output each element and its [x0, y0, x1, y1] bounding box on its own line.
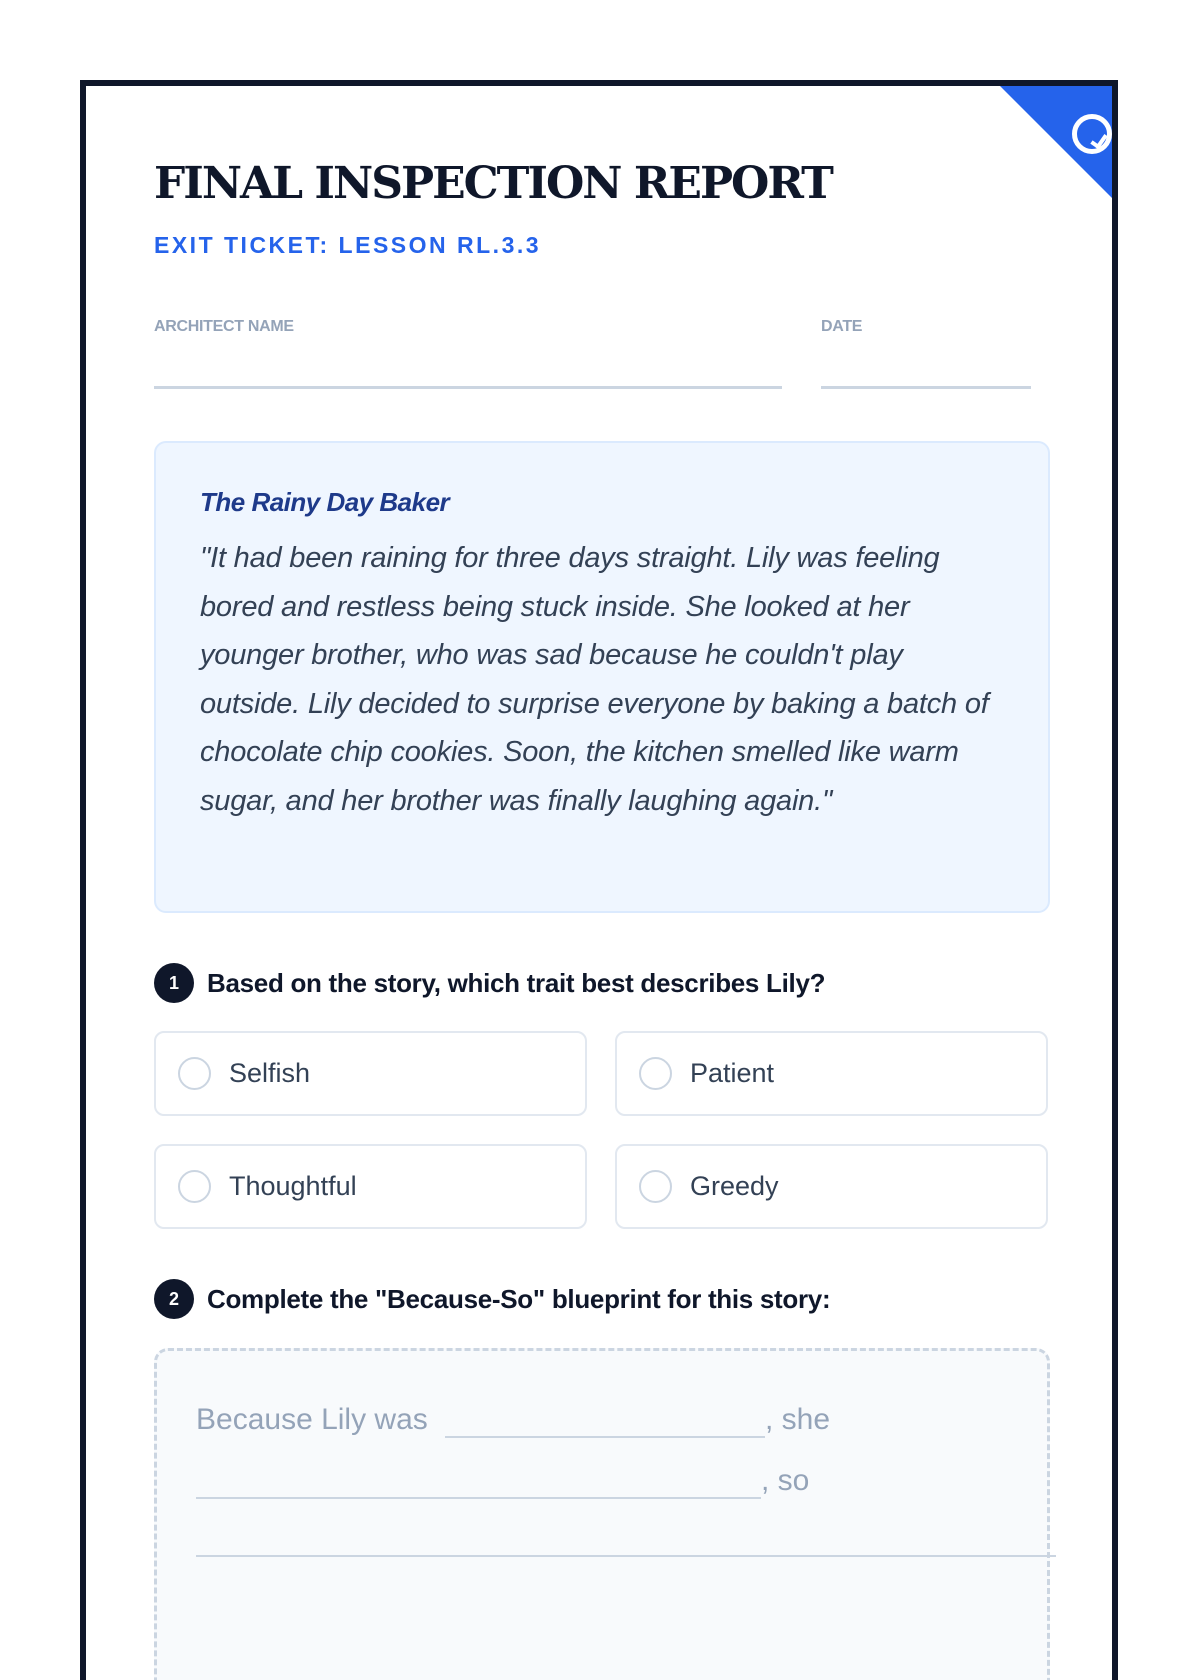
- question-number-badge: 1: [154, 963, 194, 1003]
- date-label: DATE: [821, 318, 863, 335]
- date-field[interactable]: [821, 386, 1031, 389]
- question-1: [154, 963, 825, 1003]
- story-passage: [154, 441, 1050, 913]
- architect-name-field[interactable]: [154, 386, 782, 389]
- passage-title: The Rainy Day Baker: [200, 487, 450, 517]
- exit-ticket-sheet: [80, 80, 1118, 1680]
- option-greedy[interactable]: [615, 1144, 1048, 1229]
- question-text: Complete the "Because-So" blueprint for this story:: [207, 1283, 831, 1314]
- blueprint-so-text: , so: [761, 1464, 810, 1497]
- question-2: [154, 1279, 830, 1319]
- option-label: Selfish: [229, 1058, 311, 1088]
- blank-result-field[interactable]: [196, 1555, 1056, 1557]
- blank-trait-field[interactable]: [445, 1436, 765, 1438]
- blank-action-field[interactable]: [196, 1497, 761, 1499]
- check-circle-icon: [1072, 114, 1112, 154]
- option-label: Greedy: [690, 1171, 779, 1201]
- radio-button[interactable]: [178, 1170, 211, 1203]
- architect-name-label: ARCHITECT NAME: [154, 318, 294, 335]
- blueprint-because-text: Because Lily was: [196, 1403, 428, 1436]
- option-label: Patient: [690, 1058, 775, 1088]
- radio-button[interactable]: [639, 1170, 672, 1203]
- blueprint-she-text: , she: [765, 1403, 831, 1436]
- option-thoughtful[interactable]: [154, 1144, 587, 1229]
- radio-button[interactable]: [639, 1057, 672, 1090]
- option-label: Thoughtful: [229, 1171, 357, 1201]
- option-patient[interactable]: [615, 1031, 1048, 1116]
- question-number-badge: 2: [154, 1279, 194, 1319]
- question-text: Based on the story, which trait best describes Lily?: [207, 967, 826, 998]
- page-title: FINAL INSPECTION REPORT: [154, 158, 832, 209]
- page-subtitle: EXIT TICKET: LESSON RL.3.3: [154, 232, 542, 258]
- because-so-blueprint: [154, 1348, 1050, 1680]
- option-selfish[interactable]: [154, 1031, 587, 1116]
- passage-text: "It had been raining for three days straight. Lily was feeling bored and restless being stuck inside. She looked at her younger brother, who was sad because he couldn't play outside. Lily decided to surprise everyone by baking a batch of chocolate chip cookies. Soon, the kitchen smelled like warm sugar, and her brother was finally laughing again.": [200, 542, 989, 817]
- radio-button[interactable]: [178, 1057, 211, 1090]
